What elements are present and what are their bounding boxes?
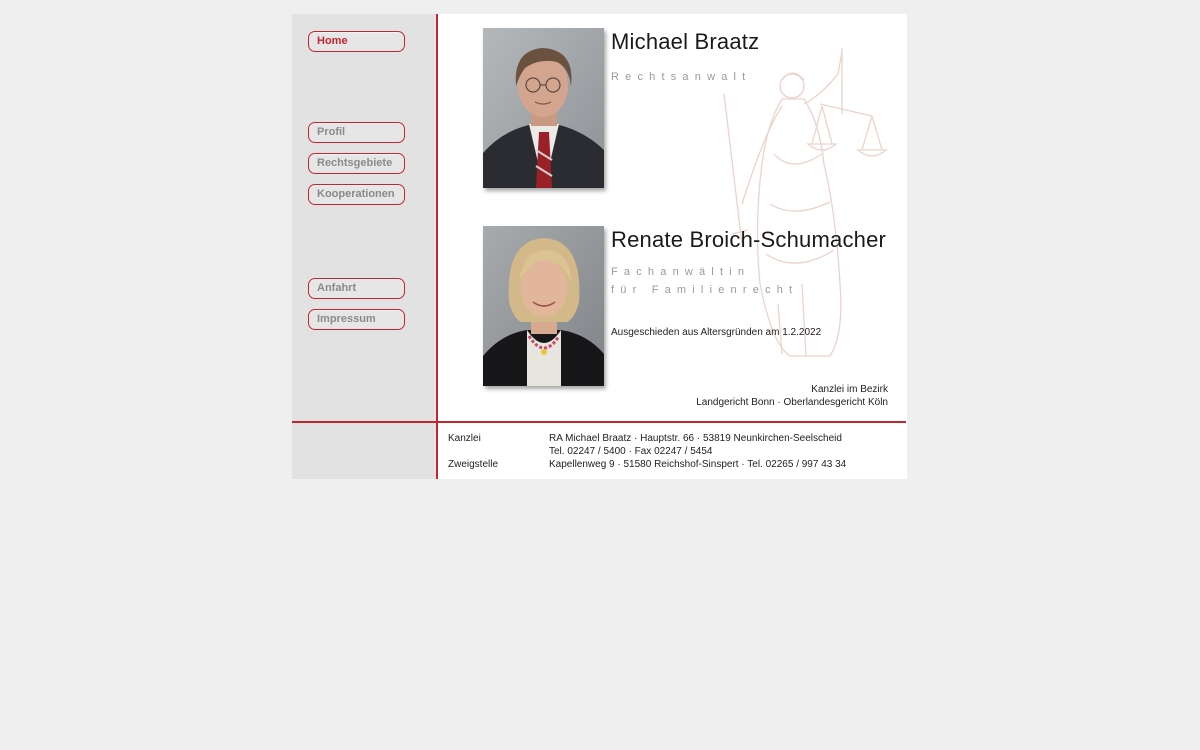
horizontal-divider — [292, 421, 906, 423]
nav-rechtsgebiete-button[interactable]: Rechtsgebiete — [308, 153, 405, 174]
footer-kanzlei-label: Kanzlei — [448, 433, 481, 444]
nav-impressum-button[interactable]: Impressum — [308, 309, 405, 330]
nav-profil-button[interactable]: Profil — [308, 122, 405, 143]
sidebar — [292, 14, 436, 479]
lawyer2-name: Renate Broich-Schumacher — [611, 227, 887, 252]
lawyer2-retirement-note: Ausgeschieden aus Altersgründen am 1.2.2022 — [611, 327, 822, 338]
nav-home-button[interactable]: Home — [308, 31, 405, 52]
lawyer1-name: Michael Braatz — [611, 29, 760, 54]
district-line1: Kanzlei im Bezirk — [811, 384, 888, 395]
photo-renate-broich-schumacher — [483, 226, 604, 386]
footer-zweigstelle-address: Kapellenweg 9 · 51580 Reichshof-Sinspert · Tel. 02265 / 997 43 34 — [549, 459, 847, 470]
lawyer2-title-line1: Fachanwältin — [611, 266, 751, 278]
lawyer1-title: Rechtsanwalt — [611, 71, 752, 83]
justitia-watermark — [712, 44, 902, 364]
footer-zweigstelle-label: Zweigstelle — [448, 459, 499, 470]
district-line2: Landgericht Bonn · Oberlandesgericht Köln — [696, 397, 888, 408]
nav-kooperationen-button[interactable]: Kooperationen — [308, 184, 405, 205]
nav-anfahrt-button[interactable]: Anfahrt — [308, 278, 405, 299]
portrait-woman-image — [483, 226, 604, 386]
page-container — [292, 14, 907, 479]
footer-kanzlei-phone: Tel. 02247 / 5400 · Fax 02247 / 5454 — [549, 446, 713, 457]
photo-michael-braatz — [483, 28, 604, 188]
lawyer2-title-line2: für Familienrecht — [611, 284, 799, 296]
footer-kanzlei-address: RA Michael Braatz · Hauptstr. 66 · 53819 Neunkirchen-Seelscheid — [549, 433, 842, 444]
vertical-divider — [436, 14, 438, 479]
portrait-man-image — [483, 28, 604, 188]
